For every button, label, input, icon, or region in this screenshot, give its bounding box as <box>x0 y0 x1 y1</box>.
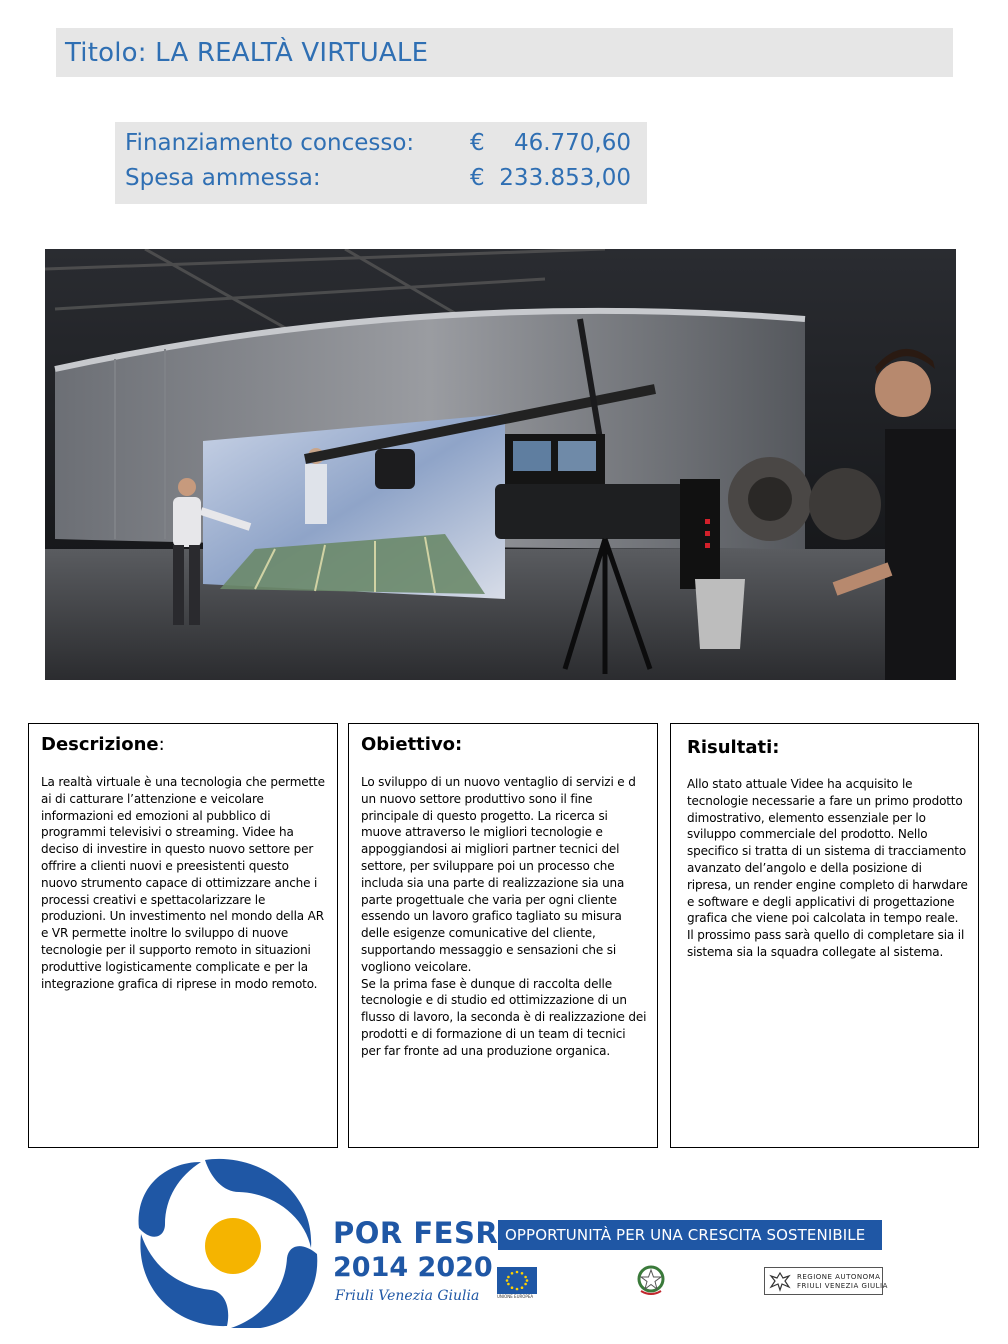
results-box <box>670 723 979 1148</box>
funding-granted-amount: 46.770,60 <box>513 130 631 156</box>
italian-republic-emblem-icon <box>637 1264 665 1296</box>
eu-caption: UNIONE EUROPEA <box>497 1294 534 1299</box>
objective-box <box>348 723 658 1148</box>
region-name <box>797 1273 888 1291</box>
funding-granted-label: Finanziamento concesso: <box>125 130 415 156</box>
funding-expense-label: Spesa ammessa: <box>125 165 321 191</box>
description-heading-colon: : <box>158 734 165 755</box>
objective-text: Lo sviluppo di un nuovo ventaglio di servizi e d un nuovo settore produttivo sono il fine principale di questo progetto. La ricerca si muove attraverso le migliori tecnologie e appoggiandosi ai migliori partner tecnici del settore, per sviluppare poi un processo che includa sia una parte di realizzazione sia una parte progettuale che varia per ogni cliente essendo un lavoro grafico tagliato su misura delle esigenze comunicative del cliente, supportando messaggio e sensazioni che si vogliono veicolare. Se la prima fase è dunque di raccolta delle tecnologie e di studio ed ottimizzazione di un flusso di lavoro, la seconda è di realizzazione dei prodotti e di formazione di un team di tecnici per far fronte ad una produzione organica. <box>361 775 647 1058</box>
program-name-line1: POR FESR <box>333 1216 499 1250</box>
studio-photo-illustration <box>45 249 956 680</box>
description-heading-text: Descrizione <box>41 734 159 755</box>
studio-photo <box>45 249 956 680</box>
por-fesr-logo-icon <box>135 1158 325 1328</box>
region-name-line1: REGIONE AUTONOMA <box>797 1273 881 1281</box>
slogan-text: OPPORTUNITÀ PER UNA CRESCITA SOSTENIBILE <box>505 1226 866 1244</box>
eu-stars-icon <box>497 1267 537 1294</box>
funding-granted-currency: € <box>470 130 485 156</box>
page-title: Titolo: LA REALTÀ VIRTUALE <box>65 38 429 68</box>
funding-granted-row <box>125 130 637 160</box>
results-heading: Risultati: <box>687 737 780 758</box>
funding-expense-row <box>125 165 637 195</box>
funding-expense-currency: € <box>470 165 485 191</box>
slogan-banner <box>498 1220 882 1250</box>
title-bar <box>56 28 953 77</box>
results-text: Allo stato attuale Videe ha acquisito le tecnologie necessarie a fare un primo prodotto dimostrativo, elemento essenziale per lo sviluppo commerciale del prodotto. Nello specifico si tratta di un sistema di tracciamento avanzato del’angolo e della posizione di ripresa, un render engine completo di harwdare e software e degli applicativi di progettazione grafica che viene poi calcolata in tempo reale. Il prossimo pass sarà quello di completare sia il sistema sia la squadra collegate al sistema. <box>687 777 968 959</box>
eu-flag-icon <box>497 1267 537 1294</box>
program-name-line3: Friuli Venezia Giulia <box>335 1288 480 1304</box>
footer <box>0 1150 1008 1344</box>
description-box <box>28 723 338 1148</box>
funding-expense-amount: 233.853,00 <box>499 165 631 191</box>
region-name-line2: FRIULI VENEZIA GIULIA <box>797 1282 888 1290</box>
region-eagle-icon <box>769 1271 791 1292</box>
objective-heading: Obiettivo: <box>361 734 463 755</box>
program-name-line2: 2014 2020 <box>333 1252 493 1283</box>
description-heading <box>41 734 165 755</box>
description-text: La realtà virtuale è una tecnologia che permette ai di catturare l’attenzione e veicolare informazioni ed emozioni al pubblico di programmi televisivi o streaming. Videe ha deciso di investire in questo nuovo settore per offrire a clienti nuovi e preesistenti questo nuovo strumento capace di ottimizzare anche i processi creativi e spettacolarizzare le produzioni. Un investimento nel mondo della AR e VR permette inoltre lo sviluppo di nuove tecnologie per il supporto remoto in situazioni produttive logisticamente complicate e per la integrazione grafica di riprese in modo remoto. <box>41 775 325 991</box>
funding-box <box>115 122 647 204</box>
region-logo <box>764 1267 888 1295</box>
